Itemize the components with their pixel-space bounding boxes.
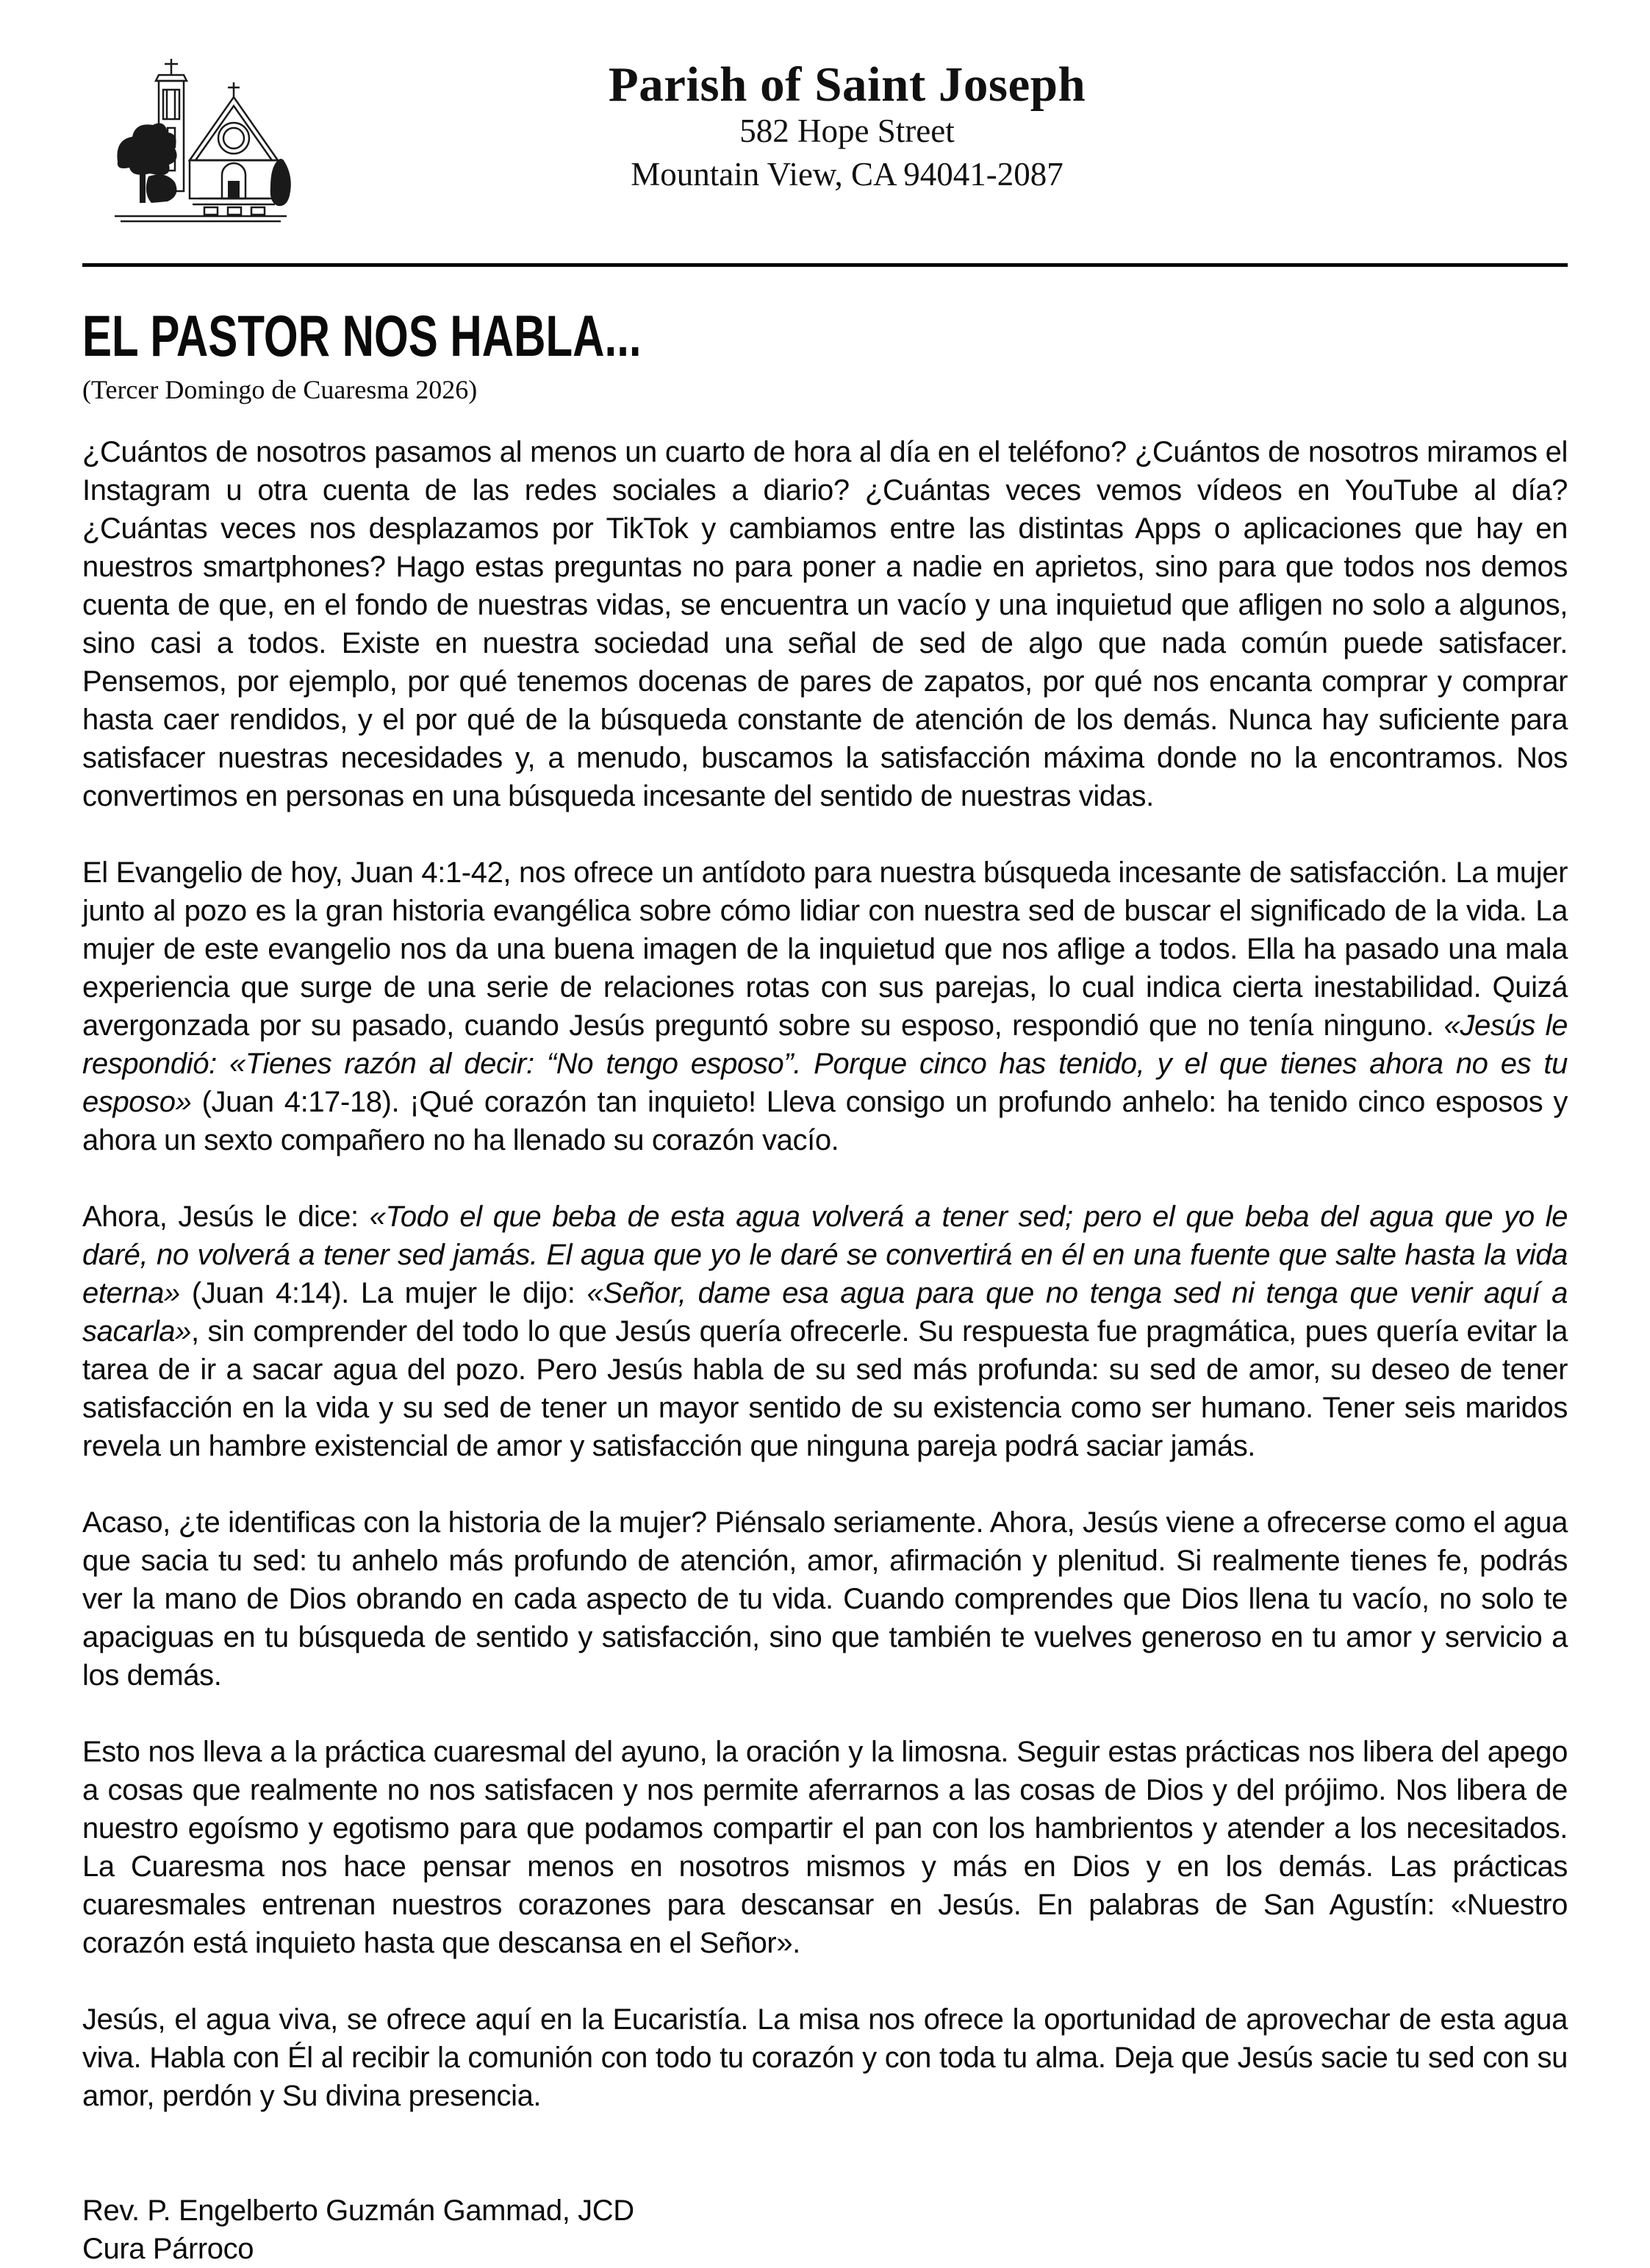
letterhead — [82, 47, 1568, 231]
signature-role: Cura Párroco — [82, 2233, 254, 2265]
address-line2: Mountain View, CA 94041-2087 — [631, 156, 1063, 193]
parish-name: Parish of Saint Joseph — [608, 57, 1086, 112]
article-subtitle: (Tercer Domingo de Cuaresma 2026) — [82, 375, 478, 404]
paragraph: ¿Cuántos de nosotros pasamos al menos un cuarto de hora al día en el teléfono? ¿Cuántos de nosotros miramos el Instagram u otra cuenta de las redes sociales a diario? ¿Cuántas veces vemos vídeos en YouTube al día? ¿Cuántas veces nos desplazamos por TikTok y cambiamos entre las distintas Apps o aplicaciones que hay en nuestros smartphones? Hago estas preguntas no para poner a nadie en aprietos, sino para que todos nos demos cuenta de que, en el fondo de nuestras vidas, se encuentra un vacío y una inquietud que afligen no solo a algunos, sino casi a todos. Existe en nuestra sociedad una señal de sed de algo que nada común puede satisfacer. Pensemos, por ejemplo, por qué tenemos docenas de pares de zapatos, por qué nos encanta comprar y comprar hasta caer rendidos, y el por qué de la búsqueda constante de atención de los demás. Nunca hay suficiente para satisfacer nuestras necesidades y, a menudo, buscamos la satisfacción máxima donde no la encontramos. Nos convertimos en personas en una búsqueda incesante del sentido de nuestras vidas. — [82, 436, 1568, 812]
paragraph: El Evangelio de hoy, Juan 4:1-42, nos ofrece un antídoto para nuestra búsqueda incesante de satisfacción. La mujer junto al pozo es la gran historia evangélica sobre cómo lidiar con nuestra sed de buscar el significado de la vida. La mujer de este evangelio nos da una buena imagen de la inquietud que nos aflige a todos. Ella ha pasado una mala experiencia que surge de una serie de relaciones rotas con sus parejas, lo cual indica cierta inestabilidad. Quizá avergonzada por su pasado, cuando Jesús preguntó sobre su esposo, respondió que no tenía ninguno. «Jesús le respondió: «Tienes razón al decir: “No tengo esposo”. Porque cinco has tenido, y el que tienes ahora no es tu esposo» (Juan 4:17-18). ¡Qué corazón tan inquieto! Lleva consigo un profundo anhelo: ha tenido cinco esposos y ahora un sexto compañero no ha llenado su corazón vacío. — [82, 856, 1568, 1156]
body-paragraphs — [82, 433, 1568, 2115]
paragraph: Acaso, ¿te identificas con la historia de la mujer? Piénsalo seriamente. Ahora, Jesús viene a ofrecerse como el agua que sacia tu sed: tu anhelo más profundo de atención, amor, afirmación y plenitud. Si realmente tienes fe, podrás ver la mano de Dios obrando en cada aspecto de tu vida. Cuando comprendes que Dios llena tu vacío, no solo te apaciguas en tu búsqueda de sentido y satisfacción, sino que también te vuelves generoso en tu amor y servicio a los demás. — [82, 1506, 1568, 1692]
paragraph: Jesús, el agua viva, se ofrece aquí en la Eucaristía. La misa nos ofrece la oportunidad de aprovechar de esta agua viva. Habla con Él al recibir la comunión con todo tu corazón y con toda tu alma. Deja que Jesús sacie tu sed con su amor, perdón y Su divina presencia. — [82, 2003, 1568, 2112]
signature-name: Rev. P. Engelberto Guzmán Gammad, JCD — [82, 2194, 634, 2227]
address-line1: 582 Hope Street — [739, 112, 955, 149]
paragraph: Ahora, Jesús le dice: «Todo el que beba de esta agua volverá a tener sed; pero el que beba del agua que yo le daré, no volverá a tener sed jamás. El agua que yo le daré se convertirá en él en una fuente que salte hasta la vida eterna» (Juan 4:14). La mujer le dijo: «Señor, dame esa agua para que no tenga sed ni tenga que venir aquí a sacarla», sin comprender del todo lo que Jesús quería ofrecerle. Su respuesta fue pragmática, pues quería evitar la tarea de ir a sacar agua del pozo. Pero Jesús habla de su sed más profunda: su sed de amor, su deseo de tener satisfacción en la vida y su sed de tener un mayor sentido de su existencia como ser humano. Tener seis maridos revela un hambre existencial de amor y satisfacción que ninguna pareja podrá saciar jamás. — [82, 1201, 1568, 1462]
letterhead-text — [82, 47, 1568, 197]
header-divider — [82, 263, 1568, 267]
article-title: EL PASTOR NOS HABLA... — [82, 303, 642, 368]
paragraph: Esto nos lleva a la práctica cuaresmal del ayuno, la oración y la limosna. Seguir estas prácticas nos libera del apego a cosas que realmente no nos satisfacen y nos permite aferrarnos a las cosas de Dios y del prójimo. Nos libera de nuestro egoísmo y egotismo para que podamos compartir el pan con los hambrientos y atender a los necesitados. La Cuaresma nos hace pensar menos en nosotros mismos y más en Dios y en los demás. Las prácticas cuaresmales entrenan nuestros corazones para descansar en Jesús. En palabras de San Agustín: «Nuestro corazón está inquieto hasta que descansa en el Señor». — [82, 1736, 1568, 1959]
signature-block — [82, 2192, 1568, 2268]
